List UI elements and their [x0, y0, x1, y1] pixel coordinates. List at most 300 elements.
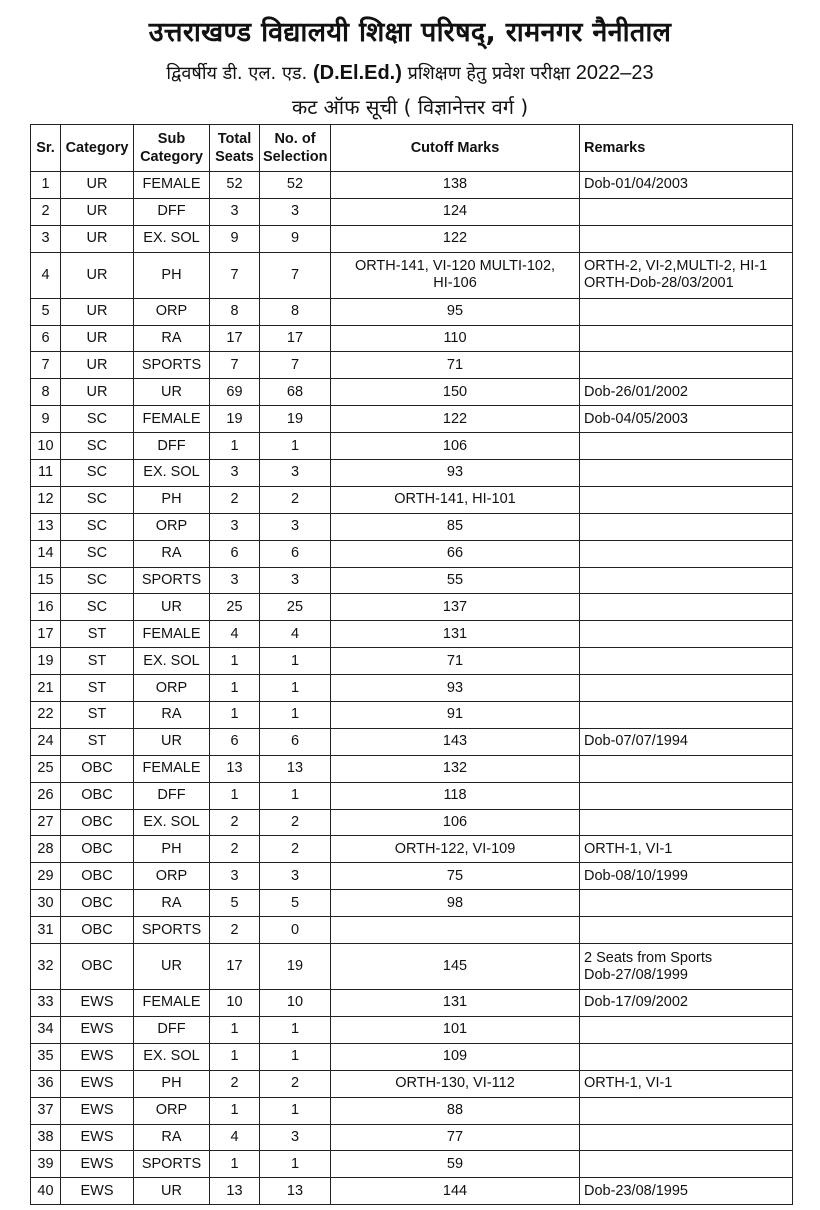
cell-remarks: Dob-01/04/2003	[580, 172, 793, 199]
cell-sr: 5	[31, 298, 61, 325]
table-row	[31, 944, 793, 990]
cell-sr: 9	[31, 406, 61, 433]
cell-sr: 34	[31, 1016, 61, 1043]
cell-remarks	[580, 540, 793, 567]
cell-category: UR	[61, 198, 134, 225]
cell-category: EWS	[61, 1043, 134, 1070]
cell-sr: 19	[31, 648, 61, 675]
cell-remarks: Dob-07/07/1994	[580, 728, 793, 755]
table-row	[31, 252, 793, 298]
cell-selection: 9	[260, 225, 331, 252]
cell-cutoff: 109	[331, 1043, 580, 1070]
table-row	[31, 225, 793, 252]
cell-sub-category: EX. SOL	[134, 225, 210, 252]
cell-category: OBC	[61, 944, 134, 990]
cell-remarks	[580, 755, 793, 782]
cell-selection: 13	[260, 755, 331, 782]
cell-category: EWS	[61, 1016, 134, 1043]
cell-sub-category: UR	[134, 728, 210, 755]
cell-total-seats: 13	[210, 755, 260, 782]
cell-selection: 1	[260, 648, 331, 675]
cell-remarks	[580, 225, 793, 252]
cell-remarks	[580, 460, 793, 487]
cell-remarks	[580, 890, 793, 917]
cell-category: UR	[61, 352, 134, 379]
cell-remarks	[580, 198, 793, 225]
table-row	[31, 433, 793, 460]
cell-total-seats: 2	[210, 917, 260, 944]
cell-remarks	[580, 567, 793, 594]
cell-sr: 16	[31, 594, 61, 621]
cell-category: UR	[61, 252, 134, 298]
cell-category: UR	[61, 172, 134, 199]
cell-total-seats: 4	[210, 621, 260, 648]
cell-cutoff: 101	[331, 1016, 580, 1043]
cell-sub-category: ORP	[134, 513, 210, 540]
cell-selection: 7	[260, 252, 331, 298]
cell-cutoff: 106	[331, 433, 580, 460]
cell-cutoff: 77	[331, 1124, 580, 1151]
cell-sub-category: DFF	[134, 198, 210, 225]
cell-selection: 2	[260, 809, 331, 836]
cell-selection: 0	[260, 917, 331, 944]
cell-category: OBC	[61, 836, 134, 863]
cell-cutoff: ORTH-130, VI-112	[331, 1070, 580, 1097]
cell-cutoff: 95	[331, 298, 580, 325]
cell-total-seats: 5	[210, 890, 260, 917]
cell-sub-category: ORP	[134, 675, 210, 702]
cell-sub-category: ORP	[134, 1097, 210, 1124]
cell-selection: 1	[260, 1016, 331, 1043]
cell-sr: 25	[31, 755, 61, 782]
cell-total-seats: 69	[210, 379, 260, 406]
cell-total-seats: 6	[210, 728, 260, 755]
cell-selection: 3	[260, 198, 331, 225]
cell-selection: 68	[260, 379, 331, 406]
cell-cutoff: ORTH-122, VI-109	[331, 836, 580, 863]
cell-sub-category: PH	[134, 486, 210, 513]
cell-remarks: Dob-26/01/2002	[580, 379, 793, 406]
cell-cutoff: 138	[331, 172, 580, 199]
cell-total-seats: 3	[210, 460, 260, 487]
cell-sr: 39	[31, 1151, 61, 1178]
cell-sub-category: FEMALE	[134, 755, 210, 782]
table-row	[31, 379, 793, 406]
col-header-remarks: Remarks	[580, 125, 793, 172]
cell-remarks	[580, 1016, 793, 1043]
cell-category: ST	[61, 675, 134, 702]
cell-remarks: ORTH-1, VI-1	[580, 836, 793, 863]
cell-selection: 25	[260, 594, 331, 621]
cell-sr: 3	[31, 225, 61, 252]
table-row	[31, 1070, 793, 1097]
cell-cutoff: 85	[331, 513, 580, 540]
cell-sub-category: ORP	[134, 863, 210, 890]
cell-total-seats: 4	[210, 1124, 260, 1151]
cell-category: SC	[61, 567, 134, 594]
cell-selection: 52	[260, 172, 331, 199]
cell-cutoff: 59	[331, 1151, 580, 1178]
cell-total-seats: 1	[210, 1016, 260, 1043]
cell-cutoff: 55	[331, 567, 580, 594]
subtitle-prefix: द्विवर्षीय डी. एल. एड.	[166, 63, 308, 84]
cell-total-seats: 52	[210, 172, 260, 199]
col-header-selection: No. of Selection	[260, 125, 331, 172]
cell-remarks	[580, 1097, 793, 1124]
cell-sr: 40	[31, 1178, 61, 1205]
cell-selection: 1	[260, 782, 331, 809]
cell-sub-category: RA	[134, 325, 210, 352]
cell-selection: 19	[260, 944, 331, 990]
table-row	[31, 352, 793, 379]
cell-total-seats: 17	[210, 325, 260, 352]
table-row	[31, 198, 793, 225]
col-header-category: Category	[61, 125, 134, 172]
cell-category: SC	[61, 594, 134, 621]
cell-total-seats: 3	[210, 198, 260, 225]
cell-category: EWS	[61, 1070, 134, 1097]
cell-total-seats: 1	[210, 648, 260, 675]
cell-cutoff: ORTH-141, VI-120 MULTI-102, HI-106	[331, 252, 580, 298]
cell-selection: 3	[260, 863, 331, 890]
cell-remarks	[580, 513, 793, 540]
table-row	[31, 540, 793, 567]
cell-category: OBC	[61, 782, 134, 809]
cell-sr: 21	[31, 675, 61, 702]
cell-cutoff: 118	[331, 782, 580, 809]
cell-total-seats: 2	[210, 486, 260, 513]
list-title: कट ऑफ सूची ( विज्ञानेत्तर वर्ग )	[291, 95, 529, 119]
table-row	[31, 172, 793, 199]
cell-category: SC	[61, 486, 134, 513]
cell-category: UR	[61, 298, 134, 325]
cell-cutoff: 71	[331, 648, 580, 675]
cell-selection: 3	[260, 567, 331, 594]
table-row	[31, 1016, 793, 1043]
table-row	[31, 406, 793, 433]
cell-sub-category: FEMALE	[134, 172, 210, 199]
cell-sr: 10	[31, 433, 61, 460]
cell-category: UR	[61, 325, 134, 352]
cell-remarks	[580, 702, 793, 729]
cell-total-seats: 17	[210, 944, 260, 990]
cell-sub-category: RA	[134, 702, 210, 729]
cell-sub-category: PH	[134, 836, 210, 863]
cell-cutoff: 144	[331, 1178, 580, 1205]
cell-sub-category: SPORTS	[134, 567, 210, 594]
cell-category: EWS	[61, 990, 134, 1017]
cell-total-seats: 1	[210, 702, 260, 729]
cell-selection: 1	[260, 1151, 331, 1178]
table-row	[31, 1124, 793, 1151]
cell-remarks: Dob-17/09/2002	[580, 990, 793, 1017]
cell-total-seats: 8	[210, 298, 260, 325]
cell-sub-category: DFF	[134, 782, 210, 809]
table-body	[31, 172, 793, 1205]
cell-selection: 1	[260, 1043, 331, 1070]
cell-total-seats: 1	[210, 675, 260, 702]
cell-category: EWS	[61, 1097, 134, 1124]
cell-remarks: 2 Seats from Sports Dob-27/08/1999	[580, 944, 793, 990]
cell-selection: 7	[260, 352, 331, 379]
cell-sub-category: SPORTS	[134, 352, 210, 379]
cell-remarks: Dob-04/05/2003	[580, 406, 793, 433]
cell-cutoff: 71	[331, 352, 580, 379]
cell-total-seats: 1	[210, 1097, 260, 1124]
cell-total-seats: 7	[210, 252, 260, 298]
cell-selection: 17	[260, 325, 331, 352]
cell-sr: 22	[31, 702, 61, 729]
table-row	[31, 298, 793, 325]
cell-sr: 29	[31, 863, 61, 890]
cell-sub-category: SPORTS	[134, 917, 210, 944]
cell-selection: 19	[260, 406, 331, 433]
cell-selection: 13	[260, 1178, 331, 1205]
cell-sr: 36	[31, 1070, 61, 1097]
cell-sub-category: DFF	[134, 1016, 210, 1043]
cell-remarks	[580, 1043, 793, 1070]
cell-selection: 1	[260, 675, 331, 702]
cell-remarks	[580, 594, 793, 621]
cell-cutoff: 122	[331, 406, 580, 433]
cell-selection: 10	[260, 990, 331, 1017]
cell-sr: 1	[31, 172, 61, 199]
cell-category: UR	[61, 225, 134, 252]
cell-total-seats: 9	[210, 225, 260, 252]
cell-selection: 2	[260, 836, 331, 863]
cell-sr: 37	[31, 1097, 61, 1124]
table-row	[31, 648, 793, 675]
cell-sub-category: PH	[134, 1070, 210, 1097]
table-row	[31, 675, 793, 702]
cell-total-seats: 19	[210, 406, 260, 433]
cell-category: EWS	[61, 1178, 134, 1205]
cell-remarks	[580, 809, 793, 836]
cell-remarks	[580, 486, 793, 513]
cell-category: OBC	[61, 809, 134, 836]
table-row	[31, 1043, 793, 1070]
cell-remarks: Dob-08/10/1999	[580, 863, 793, 890]
cell-category: UR	[61, 379, 134, 406]
cell-total-seats: 3	[210, 513, 260, 540]
cell-cutoff: 143	[331, 728, 580, 755]
cell-sr: 32	[31, 944, 61, 990]
cell-selection: 2	[260, 1070, 331, 1097]
cell-cutoff: 131	[331, 621, 580, 648]
table-row	[31, 460, 793, 487]
cell-remarks	[580, 352, 793, 379]
cell-sub-category: FEMALE	[134, 621, 210, 648]
cell-sr: 7	[31, 352, 61, 379]
cell-cutoff: 110	[331, 325, 580, 352]
cell-sr: 14	[31, 540, 61, 567]
table-row	[31, 890, 793, 917]
subtitle-course: (D.El.Ed.)	[313, 62, 402, 84]
cell-selection: 5	[260, 890, 331, 917]
cell-sr: 31	[31, 917, 61, 944]
cell-total-seats: 13	[210, 1178, 260, 1205]
cell-sr: 11	[31, 460, 61, 487]
cell-cutoff: 150	[331, 379, 580, 406]
cell-cutoff	[331, 917, 580, 944]
subtitle-year: 2022–23	[575, 62, 654, 84]
cell-sub-category: RA	[134, 890, 210, 917]
cell-sr: 28	[31, 836, 61, 863]
cell-selection: 1	[260, 1097, 331, 1124]
cell-selection: 1	[260, 433, 331, 460]
cell-cutoff: ORTH-141, HI-101	[331, 486, 580, 513]
cell-selection: 8	[260, 298, 331, 325]
cell-cutoff: 88	[331, 1097, 580, 1124]
cell-sr: 13	[31, 513, 61, 540]
table-row	[31, 863, 793, 890]
cell-total-seats: 10	[210, 990, 260, 1017]
table-row	[31, 917, 793, 944]
cell-total-seats: 1	[210, 1043, 260, 1070]
table-row	[31, 728, 793, 755]
cell-remarks	[580, 782, 793, 809]
cell-remarks	[580, 1151, 793, 1178]
cell-total-seats: 2	[210, 1070, 260, 1097]
cell-sr: 27	[31, 809, 61, 836]
cell-category: OBC	[61, 917, 134, 944]
table-row	[31, 702, 793, 729]
cell-sr: 38	[31, 1124, 61, 1151]
document-subtitle	[0, 61, 820, 85]
cell-cutoff: 106	[331, 809, 580, 836]
cell-remarks	[580, 1124, 793, 1151]
cell-cutoff: 122	[331, 225, 580, 252]
cell-cutoff: 98	[331, 890, 580, 917]
cell-category: SC	[61, 406, 134, 433]
cell-remarks: ORTH-1, VI-1	[580, 1070, 793, 1097]
cell-category: SC	[61, 513, 134, 540]
cell-sr: 4	[31, 252, 61, 298]
cell-remarks	[580, 325, 793, 352]
cell-sr: 24	[31, 728, 61, 755]
cell-sub-category: DFF	[134, 433, 210, 460]
table-row	[31, 486, 793, 513]
cell-cutoff: 93	[331, 460, 580, 487]
document-title: उत्तराखण्ड विद्यालयी शिक्षा परिषद्, रामनगर नैनीताल	[148, 17, 672, 48]
cell-remarks	[580, 621, 793, 648]
cell-sub-category: RA	[134, 1124, 210, 1151]
table-row	[31, 809, 793, 836]
cell-total-seats: 3	[210, 567, 260, 594]
cell-sr: 33	[31, 990, 61, 1017]
cell-sub-category: EX. SOL	[134, 1043, 210, 1070]
cell-total-seats: 25	[210, 594, 260, 621]
cell-sr: 8	[31, 379, 61, 406]
cell-selection: 1	[260, 702, 331, 729]
cell-sub-category: RA	[134, 540, 210, 567]
cell-sub-category: FEMALE	[134, 406, 210, 433]
cell-cutoff: 124	[331, 198, 580, 225]
cell-category: SC	[61, 460, 134, 487]
cell-sub-category: ORP	[134, 298, 210, 325]
cell-category: OBC	[61, 890, 134, 917]
cell-sr: 30	[31, 890, 61, 917]
cell-sub-category: EX. SOL	[134, 460, 210, 487]
cell-category: ST	[61, 728, 134, 755]
cell-category: OBC	[61, 755, 134, 782]
cell-remarks	[580, 675, 793, 702]
cell-selection: 2	[260, 486, 331, 513]
table-row	[31, 1178, 793, 1205]
cell-cutoff: 132	[331, 755, 580, 782]
cell-selection: 6	[260, 728, 331, 755]
subtitle-suffix: प्रशिक्षण हेतु प्रवेश परीक्षा	[407, 63, 570, 84]
cell-total-seats: 1	[210, 782, 260, 809]
cell-selection: 6	[260, 540, 331, 567]
cell-sub-category: UR	[134, 1178, 210, 1205]
cell-sub-category: SPORTS	[134, 1151, 210, 1178]
table-row	[31, 836, 793, 863]
cell-sub-category: UR	[134, 594, 210, 621]
cell-total-seats: 2	[210, 836, 260, 863]
cell-sr: 2	[31, 198, 61, 225]
table-row	[31, 567, 793, 594]
cell-selection: 3	[260, 513, 331, 540]
cell-cutoff: 137	[331, 594, 580, 621]
cell-sub-category: EX. SOL	[134, 648, 210, 675]
cell-sr: 12	[31, 486, 61, 513]
cell-category: OBC	[61, 863, 134, 890]
table-row	[31, 513, 793, 540]
cell-total-seats: 1	[210, 433, 260, 460]
table-row	[31, 621, 793, 648]
col-header-sub-category: Sub Category	[134, 125, 210, 172]
cell-sr: 35	[31, 1043, 61, 1070]
cell-category: ST	[61, 621, 134, 648]
cell-category: ST	[61, 702, 134, 729]
cell-total-seats: 1	[210, 1151, 260, 1178]
cell-total-seats: 6	[210, 540, 260, 567]
cell-category: EWS	[61, 1151, 134, 1178]
cell-sub-category: EX. SOL	[134, 809, 210, 836]
cell-sr: 26	[31, 782, 61, 809]
cell-selection: 3	[260, 460, 331, 487]
cell-sr: 6	[31, 325, 61, 352]
cell-category: ST	[61, 648, 134, 675]
cell-category: EWS	[61, 1124, 134, 1151]
cell-sub-category: UR	[134, 944, 210, 990]
table-row	[31, 755, 793, 782]
table-row	[31, 782, 793, 809]
cell-selection: 3	[260, 1124, 331, 1151]
cell-total-seats: 7	[210, 352, 260, 379]
cell-sub-category: UR	[134, 379, 210, 406]
cutoff-table	[30, 124, 793, 1205]
col-header-total-seats: Total Seats	[210, 125, 260, 172]
cell-category: SC	[61, 540, 134, 567]
cell-cutoff: 91	[331, 702, 580, 729]
cell-remarks: Dob-23/08/1995	[580, 1178, 793, 1205]
cell-sr: 15	[31, 567, 61, 594]
cell-cutoff: 131	[331, 990, 580, 1017]
cell-sub-category: FEMALE	[134, 990, 210, 1017]
cell-total-seats: 2	[210, 809, 260, 836]
col-header-sr: Sr.	[31, 125, 61, 172]
cell-cutoff: 75	[331, 863, 580, 890]
col-header-cutoff: Cutoff Marks	[331, 125, 580, 172]
cell-remarks	[580, 648, 793, 675]
table-row	[31, 1151, 793, 1178]
cell-remarks	[580, 917, 793, 944]
table-row	[31, 325, 793, 352]
cell-cutoff: 145	[331, 944, 580, 990]
table-header-row	[31, 125, 793, 172]
